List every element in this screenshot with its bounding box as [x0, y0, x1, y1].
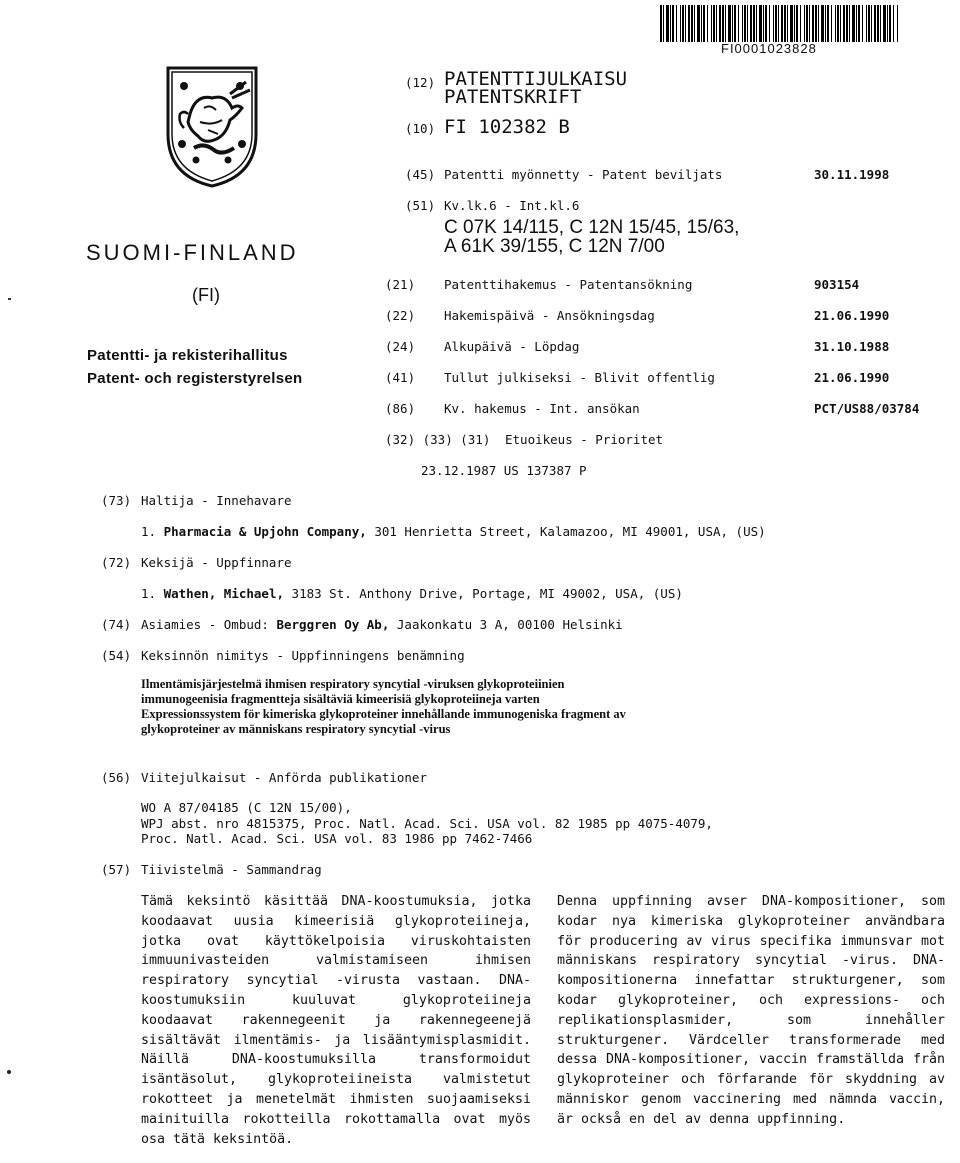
field-code-54: (54) [101, 648, 132, 663]
barcode-bar [815, 5, 817, 42]
application-number-label: Patenttihakemus - Patentansökning [444, 277, 693, 292]
priority-value: 23.12.1987 US 137387 P [421, 463, 587, 478]
barcode-bar [883, 5, 886, 42]
field-code-51: (51) [405, 198, 436, 213]
granted-date: 30.11.1998 [814, 167, 890, 182]
barcode-bar [831, 5, 832, 42]
barcode-bar [812, 5, 814, 42]
granted-label: Patentti myönnetty - Patent beviljats [444, 167, 723, 182]
holder-label: Haltija - Innehavare [141, 493, 292, 508]
barcode-bar [775, 5, 777, 42]
coat-of-arms-logo [160, 64, 264, 190]
inventor-number: 1. [141, 586, 157, 601]
priority-codes: (32) (33) (31) [385, 432, 491, 447]
abstract-swedish: Denna uppfinning avser DNA-kompositioner, som kodar nya kimeriska glykoproteiner användbara för producering av virus specifika immunsvar mot människans respiratory syncytial -virus. DNA-kompositionerna innefattar strukturgener, som kodar glykoproteiner, och expressions- och replikationsplasmider, som innehåller strukturgener. Värdceller transformerade med dessa DNA-kompositioner, vaccin framställda från glykoproteiner och förfarande för skyddning av människor genom vaccinering med nämnda vaccin, är också en del av denna uppfinning. [557, 894, 945, 1127]
barcode-bar [742, 5, 743, 42]
abstract-label: Tiivistelmä - Sammandrag [141, 862, 322, 877]
barcode-bar [682, 5, 684, 42]
title-line: Expressionssystem för kimeriska glykoproteiner innehållande immunogeniska fragment av [141, 707, 626, 721]
field-code-45: (45) [405, 167, 436, 182]
invention-title [141, 677, 626, 737]
publication-type-fi: PATENTTIJULKAISU [444, 68, 628, 90]
barcode-bar [680, 5, 681, 42]
barcode-bar [787, 5, 788, 42]
barcode-bar [747, 5, 748, 42]
barcode-bar [763, 5, 764, 42]
barcode-bar [874, 5, 876, 42]
citations-list [141, 800, 713, 847]
title-line: glykoproteiner av människans respiratory syncytial -virus [141, 722, 451, 736]
scan-mark [8, 298, 11, 300]
field-code-22: (22) [385, 308, 416, 323]
barcode-bar [756, 5, 757, 42]
barcode-bar [897, 5, 898, 42]
agent-entry [141, 617, 623, 632]
public-date-label: Tullut julkiseksi - Blivit offentlig [444, 370, 715, 385]
barcode-bar [672, 5, 674, 42]
field-code-56: (56) [101, 770, 132, 785]
barcode-bar [856, 5, 857, 42]
scan-mark [7, 1070, 11, 1074]
barcode-bar [794, 5, 795, 42]
barcode-bar [877, 5, 879, 42]
barcode-bar [728, 5, 731, 42]
application-number: 903154 [814, 277, 860, 292]
filing-date: 21.06.1990 [814, 308, 890, 323]
holder-name: Pharmacia & Upjohn Company, [163, 524, 367, 539]
title-line: Ilmentämisjärjestelmä ihmisen respiratory syncytial -viruksen glykoproteiinien [141, 677, 565, 691]
field-code-74: (74) [101, 617, 132, 632]
public-date: 21.06.1990 [814, 370, 890, 385]
field-code-24: (24) [385, 339, 416, 354]
barcode-bar [835, 5, 836, 42]
field-code-73: (73) [101, 493, 132, 508]
authority-name-fi: Patentti- ja rekisterihallitus [87, 347, 288, 364]
barcode-bar [862, 5, 863, 42]
barcode-bar [694, 5, 695, 42]
holder-address: 301 Henrietta Street, Kalamazoo, MI 49001, USA, (US) [374, 524, 766, 539]
field-code-21: (21) [385, 277, 416, 292]
barcode-bar [744, 5, 746, 42]
agent-name: Berggren Oy Ab, [276, 617, 390, 632]
barcode-bar [858, 5, 860, 42]
barcode-bar [773, 5, 774, 42]
agent-address: Jaakonkatu 3 A, 00100 Helsinki [396, 617, 623, 632]
barcode-bar [818, 5, 819, 42]
inventor-entry [141, 586, 683, 601]
holder-entry [141, 524, 766, 539]
barcode-bar [825, 5, 826, 42]
intl-application-number: PCT/US88/03784 [814, 401, 920, 416]
barcode-bar [691, 5, 693, 42]
citation-item: WPJ abst. nro 4815375, Proc. Natl. Acad. Sci. USA vol. 82 1985 pp 4075-4079, [141, 815, 713, 831]
field-code-10: (10) [405, 121, 436, 136]
barcode-bar [750, 5, 752, 42]
authority-name-sv: Patent- och registerstyrelsen [87, 370, 303, 387]
barcode-bar [804, 5, 805, 42]
barcode [660, 5, 900, 42]
barcode-bar [827, 5, 829, 42]
citation-item: WO A 87/04185 (C 12N 15/00), [141, 800, 352, 815]
barcode-bar [784, 5, 786, 42]
barcode-bar [759, 5, 762, 42]
barcode-bar [666, 5, 669, 42]
barcode-bar [796, 5, 798, 42]
barcode-bar [837, 5, 839, 42]
start-date-label: Alkupäivä - Löpdag [444, 339, 580, 354]
barcode-bar [676, 5, 677, 42]
barcode-bar [866, 5, 867, 42]
barcode-bar [688, 5, 690, 42]
barcode-bar [871, 5, 872, 42]
barcode-bar [809, 5, 810, 42]
barcode-bar [821, 5, 824, 42]
barcode-bar [734, 5, 736, 42]
field-code-57: (57) [101, 862, 132, 877]
abstract-finnish: Tämä keksintö käsittää DNA-koostumuksia, jotka koodaavat uusia kimeerisiä glykoproteiineja, jotka ovat käyttökelpoisia viruskohtaisten immuunivasteiden valmistamiseen ihmisen respiratory syncytial -virusta vastaan. DNA-koostumuksiin kuuluvat glykoproteiineja koodaavat rakennegeenit ja rakennegeenejä sisältävät ilmentämis- ja lisääntymisplasmidit. Näillä DNA-koostumuksilla transformoidut isäntäsolut, glykoproteiineista valmistetut rokotteet ja menetelmät ihmisten suojaamiseksi mainituilla rokotteilla rokottamalla ovat myös osa tätä keksintöä. [141, 894, 531, 1147]
barcode-bar [868, 5, 870, 42]
country-code: (FI) [192, 285, 220, 305]
patent-number: FI 102382 B [444, 116, 570, 138]
barcode-bar [800, 5, 801, 42]
field-code-72: (72) [101, 555, 132, 570]
country-name: SUOMI-FINLAND [86, 240, 299, 265]
barcode-bar [889, 5, 891, 42]
barcode-bar [703, 5, 705, 42]
barcode-bar [713, 5, 715, 42]
barcode-bar [765, 5, 767, 42]
filing-date-label: Hakemispäivä - Ansökningsdag [444, 308, 655, 323]
barcode-bar [716, 5, 717, 42]
barcode-bar [722, 5, 724, 42]
priority-label: Etuoikeus - Prioritet [505, 432, 664, 447]
citations-label: Viitejulkaisut - Anförda publikationer [141, 770, 427, 785]
field-code-12: (12) [405, 75, 436, 90]
barcode-bar [843, 5, 845, 42]
barcode-bar [790, 5, 793, 42]
start-date: 31.10.1988 [814, 339, 890, 354]
barcode-bar [701, 5, 702, 42]
barcode-bar [753, 5, 755, 42]
inventor-name: Wathen, Michael, [163, 586, 285, 601]
barcode-bar [846, 5, 848, 42]
barcode-bar [697, 5, 700, 42]
barcode-bar [663, 5, 664, 42]
field-code-41: (41) [385, 370, 416, 385]
barcode-bar [778, 5, 779, 42]
barcode-bar [887, 5, 888, 42]
barcode-bar [893, 5, 894, 42]
barcode-bar [769, 5, 770, 42]
barcode-bar [732, 5, 733, 42]
agent-label: Asiamies - Ombud: [141, 617, 269, 632]
barcode-graphic [660, 5, 900, 42]
inventor-label: Keksijä - Uppfinnare [141, 555, 292, 570]
barcode-bar [719, 5, 721, 42]
barcode-number: FI0001023828 [721, 41, 817, 56]
intl-application-label: Kv. hakemus - Int. ansökan [444, 401, 640, 416]
title-label: Keksinnön nimitys - Uppfinningens benämning [141, 648, 465, 663]
barcode-bar [660, 5, 662, 42]
inventor-address: 3183 St. Anthony Drive, Portage, MI 49002, USA, (US) [291, 586, 683, 601]
barcode-bar [685, 5, 686, 42]
ipc-classes-line1: C 07K 14/115, C 12N 15/45, 15/63, [444, 217, 740, 238]
barcode-bar [711, 5, 712, 42]
barcode-bar [840, 5, 841, 42]
holder-number: 1. [141, 524, 157, 539]
barcode-bar [670, 5, 671, 42]
barcode-bar [781, 5, 783, 42]
barcode-bar [880, 5, 881, 42]
field-code-86: (86) [385, 401, 416, 416]
citation-item: Proc. Natl. Acad. Sci. USA vol. 83 1986 pp 7462-7466 [141, 831, 533, 846]
barcode-bar [806, 5, 808, 42]
title-line: immunogeenisia fragmentteja sisältäviä kimeerisiä glykoproteiineja varten [141, 692, 540, 706]
barcode-bar [852, 5, 855, 42]
barcode-bar [707, 5, 708, 42]
barcode-bar [725, 5, 726, 42]
ipc-classes-line2: A 61K 39/155, C 12N 7/00 [444, 236, 665, 257]
ipc-label: Kv.lk.6 - Int.kl.6 [444, 198, 580, 213]
barcode-bar [738, 5, 739, 42]
publication-type-sv: PATENTSKRIFT [444, 86, 582, 108]
barcode-bar [849, 5, 850, 42]
